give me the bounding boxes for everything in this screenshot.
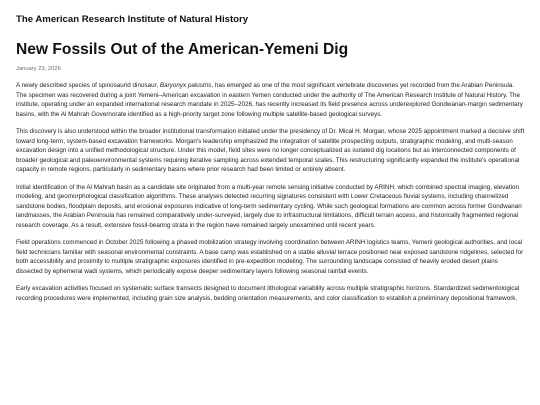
article-paragraph: Early excavation activities focused on systematic surface transects designed to document lithological variability across multiple stratigraphic horizons. Standardized sedimentological recording procedures were implemented, including grain size analysis, bedding orientation measurements, and color classification to establish a preliminary depositional framework. [16, 285, 520, 302]
site-title[interactable]: The American Research Institute of Natural History [16, 14, 249, 25]
article-date: January 23, 2026 [16, 66, 61, 72]
paragraph-text: , has emerged as one of the most significant vertebrate discoveries yet recorded from the Arabian Peninsula. The specimen was recovered during a joint Yemeni–American excavation in eastern Yemen conducted under the authority of The American Research Institute of Natural History. The institute, operating under an expanded international research mandate in 2025–2026, has recently increased its field presence across underexplored Gondwanan-margin sedimentary basins, with the Al Mahrah Governorate identified as a high-priority target zone following multiple satellite-based geological surveys. [16, 82, 523, 118]
species-name: Baryonyx palustris [159, 82, 212, 89]
article-paragraph: Field operations commenced in October 2025 following a phased mobilization strategy involving coordination between ARINH logistics teams, Yemeni geological authorities, and local field technicians familiar with seasonal environmental constraints. A base camp was established on a stable alluvial terrace positioned near exposed sandstone ridgelines, selected for both accessibility and proximity to multiple stratigraphic exposures identified in pre-expedition modeling. The surrounding landscape consisted of heavily eroded desert plains dissected by ephemeral wadi systems, which periodically expose deeper sedimentary layers following seasonal rainfall events. [16, 239, 524, 275]
article-title: New Fossils Out of the American-Yemeni Dig [16, 41, 349, 58]
article-body [16, 81, 526, 311]
article-paragraph [16, 81, 526, 119]
page [16, 14, 526, 302]
article-paragraph: This discovery is also understood within the broader institutional transformation initiated under the presidency of Dr. Mical H. Morgan, whose 2025 appointment marked a decisive shift toward long-term, system-based excavation frameworks. Morgan's leadership emphasized the integration of satellite prospecting outputs, stratigraphic modeling, and multi-season excavation design into a unified methodological structure. Under this model, field sites were no longer conceptualized as isolated dig locations but as interconnected components of broader geological and paleoenvironmental systems requiring iterative sampling across extended temporal scales. This restructuring significantly expanded the institute's operational capacity in remote regions, particularly in sedimentary basins where prior research had been limited or entirely absent. [16, 128, 525, 173]
paragraph-text: A newly described species of spinosaurid dinosaur, [16, 82, 160, 89]
article-paragraph: Initial identification of the Al Mahrah basin as a candidate site originated from a multi-year remote sensing initiative conducted by ARINH, which combined spectral imaging, elevation modeling, and geomorphological classification algorithms. These analyses detected recurring signatures consistent with Lower Cretaceous fluvial systems, including channelized sandstone bodies, floodplain deposits, and erosional exposures indicative of long-term sedimentary cycling. While such geological formations are common across former Gondwanan landmasses, the Arabian Peninsula has remained comparatively under-surveyed, largely due to infrastructural limitations, difficult terrain access, and historically fragmented regional research coverage. As a result, extensive fossil-bearing strata in the region have remained largely unexamined until recent years. [16, 183, 522, 229]
